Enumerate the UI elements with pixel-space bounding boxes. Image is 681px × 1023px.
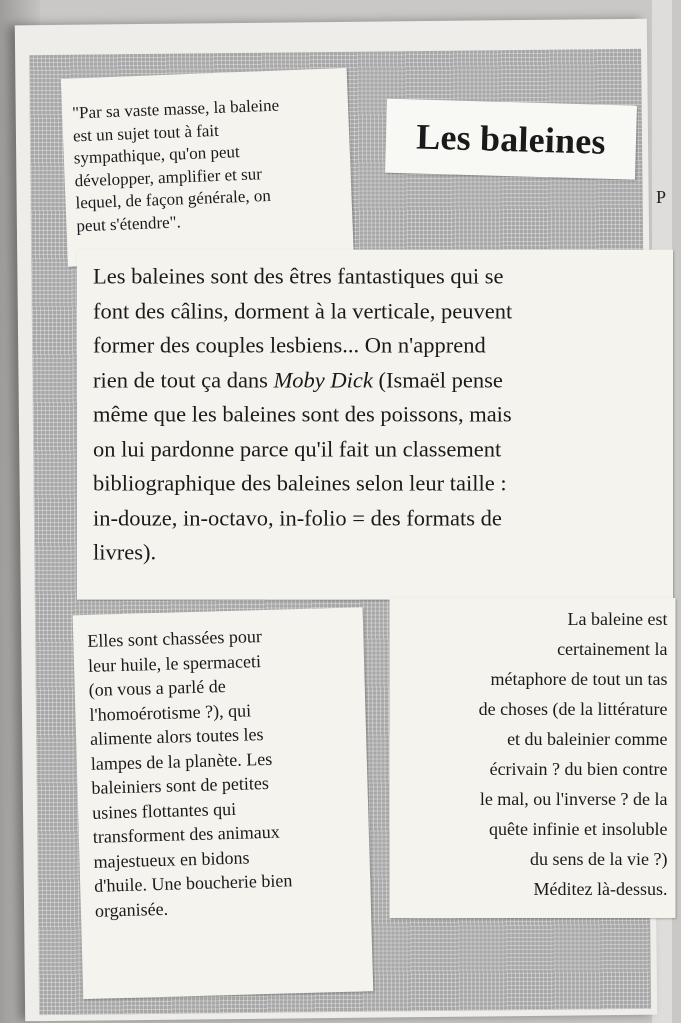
right-column-line: écrivain ? du bien contre (489, 758, 668, 779)
right-column-line: de choses (de la littérature (478, 698, 668, 719)
quote-line: peut s'étendre". (76, 211, 182, 235)
adjacent-letter: P (656, 187, 667, 207)
right-column-line: quête infinie et insoluble (489, 818, 668, 839)
left-column-line: alimente alors toutes les (89, 724, 264, 749)
right-column-clipping (390, 598, 676, 918)
main-text-line: même que les baleines sont des poissons, mais (93, 401, 512, 427)
quote-line: développer, amplifier et sur (74, 163, 263, 190)
left-column-line: organisée. (94, 898, 169, 921)
main-text-line: font des câlins, dorment à la verticale, peuvent (93, 298, 513, 324)
book-title-moby-dick: Moby Dick (273, 367, 373, 393)
main-text-segment: rien de tout ça dans (93, 367, 274, 393)
left-column-line: baleiniers sont de petites (91, 772, 270, 798)
left-column-line: lampes de la planète. Les (90, 748, 273, 774)
quote-line: sympathique, qu'on peut (73, 142, 241, 168)
main-text-line: livres). (93, 539, 157, 565)
zine-page (15, 19, 668, 1022)
main-text-line: on lui pardonne parce qu'il fait un classement (93, 436, 502, 462)
left-column-line: d'huile. Une boucherie bien (93, 870, 293, 896)
left-column-line: transforment des animaux (92, 821, 281, 847)
title-clipping (385, 99, 637, 180)
quote-line: est un sujet tout à fait (72, 120, 220, 145)
quote-clipping (61, 68, 354, 267)
left-column-line: (on vous a parlé de (88, 676, 226, 700)
right-column-line: du sens de la vie ?) (530, 848, 668, 869)
right-column-line: métaphore de tout un tas (490, 668, 668, 689)
right-column-line: le mal, ou l'inverse ? de la (479, 788, 668, 809)
right-column-line: certainement la (557, 638, 668, 659)
main-text-line (93, 363, 663, 398)
quote-line: lequel, de façon générale, on (75, 185, 272, 213)
quote-line: "Par sa vaste masse, la baleine (71, 95, 280, 123)
right-column-line: Méditez là-dessus. (533, 878, 668, 899)
main-text-clipping (77, 250, 673, 600)
left-column-line: Elles sont chassées pour (87, 626, 263, 651)
page-title: Les baleines (415, 116, 607, 162)
left-column-line: leur huile, le spermaceti (87, 650, 262, 676)
left-column-clipping (73, 607, 374, 999)
main-text-segment: (Ismaël pense (372, 367, 503, 393)
main-text-line: Les baleines sont des êtres fantastiques qui se (93, 263, 504, 289)
main-text-line: in-douze, in-octavo, in-folio = des formats de (93, 505, 502, 531)
left-column-line: l'homoérotisme ?), qui (89, 699, 252, 725)
main-text-line: bibliographique des baleines selon leur taille : (93, 470, 507, 496)
left-column-line: majestueux en bidons (93, 846, 250, 872)
right-column-line: et du baleinier comme (507, 728, 668, 749)
left-column-line: usines flottantes qui (91, 798, 237, 823)
right-column-line: La baleine est (567, 608, 668, 629)
main-text-line: former des couples lesbiens... On n'apprend (93, 332, 486, 358)
